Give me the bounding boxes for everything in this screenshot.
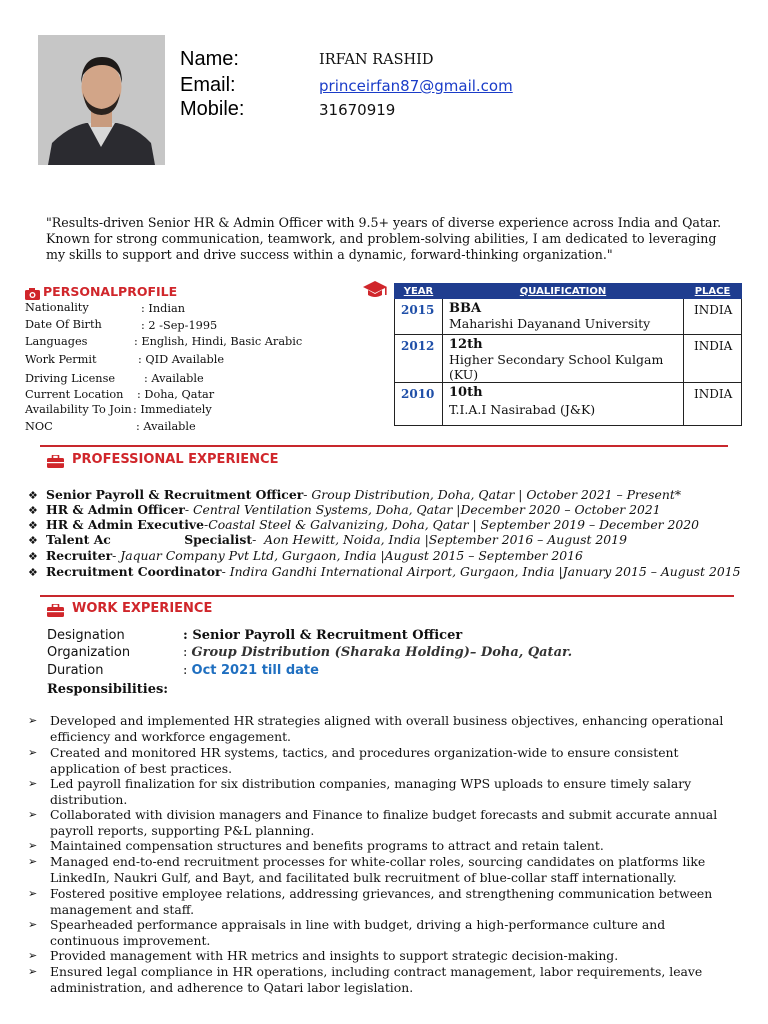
organization-label: Organization: [47, 645, 131, 660]
responsibility-text: Maintained compensation structures and benefits programs to attract and retain talent.: [50, 838, 604, 853]
organization-row: [183, 645, 572, 660]
exp-role: HR & Admin Officer: [46, 502, 185, 517]
section-divider: [40, 445, 728, 447]
list-item: [28, 807, 738, 839]
personal-profile-heading: [25, 283, 177, 299]
qual-place: INDIA: [684, 335, 742, 383]
duration-value: Oct 2021 till date: [191, 663, 319, 678]
duration-label: Duration: [47, 663, 104, 678]
pp-label-noc: NOC: [25, 420, 53, 433]
diamond-bullet-icon: ❖: [28, 489, 38, 502]
briefcase-icon: [47, 602, 64, 615]
qual-institute: Higher Secondary School Kulgam (KU): [449, 352, 664, 382]
arrow-bullet-icon: ➢: [28, 746, 38, 759]
designation-label: Designation: [47, 628, 125, 643]
qual-institute: T.I.A.I Nasirabad (J&K): [449, 402, 596, 417]
exp-role: Recruiter: [46, 548, 113, 563]
table-row: [395, 383, 742, 426]
responsibility-text: Ensured legal compliance in HR operations, including contract management, labor requirements, leave administration, and adherence to Qatari labor legislation.: [50, 964, 703, 995]
pp-label-dob: Date Of Birth: [25, 318, 102, 331]
table-row: [395, 299, 742, 335]
exp-role: Senior Payroll & Recruitment Officer: [46, 487, 304, 502]
responsibility-text: Managed end-to-end recruitment processes for white-collar roles, sourcing candidates on platforms like LinkedIn, Naukri Gulf, and Bayt, and facilitated bulk recruitment of blue-collar staff internationally.: [50, 854, 706, 885]
responsibility-text: Led payroll finalization for six distribution companies, managing WPS uploads to ensure timely salary distribution.: [50, 776, 692, 807]
pp-value-work-permit: : QID Available: [138, 353, 225, 366]
arrow-bullet-icon: ➢: [28, 965, 38, 978]
diamond-bullet-icon: ❖: [28, 519, 38, 532]
exp-role: Talent Ac Specialist: [46, 532, 253, 547]
work-experience-title: WORK EXPERIENCE: [72, 600, 213, 616]
list-item: [28, 548, 583, 563]
pp-label-languages: Languages: [25, 335, 88, 348]
pp-label-current-location: Current Location: [25, 388, 124, 401]
mobile-label: Mobile:: [180, 98, 245, 120]
qualification-table-header: [395, 284, 742, 299]
arrow-bullet-icon: ➢: [28, 918, 38, 931]
list-item: [28, 838, 738, 854]
responsibility-text: Developed and implemented HR strategies aligned with overall business objectives, enhancing operational efficiency and workforce engagement.: [50, 713, 724, 744]
section-divider: [40, 595, 734, 597]
arrow-bullet-icon: ➢: [28, 887, 38, 900]
person-portrait-icon: [38, 35, 165, 165]
exp-detail: - Group Distribution, Doha, Qatar | October 2021 – Present*: [303, 487, 682, 502]
list-item: [28, 964, 738, 996]
list-item: [28, 917, 738, 949]
exp-detail: - Jaquar Company Pvt Ltd, Gurgaon, India |August 2015 – September 2016: [112, 548, 583, 563]
exp-detail: -Coastal Steel & Galvanizing, Doha, Qatar | September 2019 – December 2020: [204, 517, 700, 532]
email-label: Email:: [180, 74, 236, 96]
list-item: [28, 745, 738, 777]
pp-label-work-permit: Work Permit: [25, 353, 97, 366]
pp-value-availability: : Immediately: [133, 403, 212, 416]
exp-role: HR & Admin Executive: [46, 517, 205, 532]
briefcase-icon: [47, 453, 64, 466]
qual-place: INDIA: [684, 299, 742, 335]
exp-detail: - Central Ventilation Systems, Doha, Qatar |December 2020 – October 2021: [184, 502, 661, 517]
organization-value: Group Distribution (Sharaka Holding)– Doha, Qatar.: [191, 645, 573, 660]
designation-value: : Senior Payroll & Recruitment Officer: [183, 628, 463, 643]
list-item: [28, 487, 681, 502]
diamond-bullet-icon: ❖: [28, 550, 38, 563]
qual-degree: 12th: [449, 337, 483, 352]
diamond-bullet-icon: ❖: [28, 534, 38, 547]
qual-year: 2010: [395, 383, 443, 426]
list-item: [28, 713, 738, 745]
list-item: [28, 948, 738, 964]
qual-year: 2015: [395, 299, 443, 335]
professional-experience-title: PROFESSIONAL EXPERIENCE: [72, 451, 279, 467]
camera-icon: [25, 285, 40, 297]
responsibilities-label: Responsibilities:: [47, 682, 169, 697]
col-header-qualification: QUALIFICATION: [443, 284, 684, 299]
qual-cell: [443, 335, 684, 383]
pp-label-driving-license: Driving License: [25, 372, 116, 385]
col-header-place: PLACE: [684, 284, 742, 299]
pp-value-noc: : Available: [136, 420, 196, 433]
responsibility-text: Collaborated with division managers and Finance to finalize budget forecasts and submit accurate annual payroll reports, supporting P&L planning.: [50, 807, 718, 838]
duration-row: [183, 663, 319, 678]
arrow-bullet-icon: ➢: [28, 714, 38, 727]
qual-degree: 10th: [449, 385, 483, 400]
qual-year: 2012: [395, 335, 443, 383]
pp-label-availability: Availability To Join: [25, 403, 132, 416]
exp-detail: - Indira Gandhi International Airport, Gurgaon, India |January 2015 – August 2015: [221, 564, 741, 579]
list-item: [28, 854, 738, 886]
qual-place: INDIA: [684, 383, 742, 426]
graduation-cap-icon: [362, 280, 388, 300]
table-row: [395, 335, 742, 383]
exp-detail: - Aon Hewitt, Noida, India |September 2016 – August 2019: [252, 532, 627, 547]
duration-colon: :: [183, 663, 192, 678]
name-label: Name:: [180, 48, 239, 70]
pp-value-dob: : 2 -Sep-1995: [141, 319, 218, 332]
work-experience-heading: [47, 600, 212, 616]
qual-cell: [443, 299, 684, 335]
personal-profile-title: PERSONALPROFILE: [43, 283, 178, 299]
organization-colon: :: [183, 645, 192, 660]
col-header-year: YEAR: [395, 284, 443, 299]
list-item: [28, 502, 661, 517]
pp-value-nationality: : Indian: [141, 302, 185, 315]
professional-experience-heading: [47, 451, 278, 467]
qual-cell: [443, 383, 684, 426]
list-item: [28, 532, 627, 547]
arrow-bullet-icon: ➢: [28, 839, 38, 852]
exp-role: Recruitment Coordinator: [46, 564, 222, 579]
pp-value-languages: : English, Hindi, Basic Arabic: [134, 335, 303, 348]
qualification-table: [394, 283, 742, 426]
list-item: [28, 517, 699, 532]
arrow-bullet-icon: ➢: [28, 855, 38, 868]
pp-label-nationality: Nationality: [25, 301, 89, 314]
qual-institute: Maharishi Dayanand University: [449, 316, 651, 331]
pp-value-driving-license: : Available: [144, 372, 204, 385]
list-item: [28, 564, 740, 579]
responsibility-text: Spearheaded performance appraisals in line with budget, driving a high-performance culture and continuous improvement.: [50, 917, 666, 948]
professional-summary: "Results-driven Senior HR & Admin Officer with 9.5+ years of diverse experience across India and Qatar. Known for strong communication, teamwork, and problem-solving abilities, I am dedicated to leveraging my skills to support and drive success within a dynamic, forward-thinking organization.": [46, 215, 722, 262]
qual-degree: BBA: [449, 301, 482, 316]
pp-value-current-location: : Doha, Qatar: [137, 388, 215, 401]
candidate-name: IRFAN RASHID: [319, 52, 434, 68]
arrow-bullet-icon: ➢: [28, 777, 38, 790]
diamond-bullet-icon: ❖: [28, 566, 38, 579]
email-link[interactable]: princeirfan87@gmail.com: [319, 77, 513, 95]
responsibility-text: Created and monitored HR systems, tactics, and procedures organization-wide to ensure consistent application of best practices.: [50, 745, 679, 776]
list-item: [28, 886, 738, 918]
responsibility-text: Provided management with HR metrics and insights to support strategic decision-making.: [50, 948, 619, 963]
responsibility-text: Fostered positive employee relations, addressing grievances, and strengthening communication between management and staff.: [50, 886, 713, 917]
profile-photo: [38, 35, 165, 165]
mobile-number: 31670919: [319, 101, 396, 119]
arrow-bullet-icon: ➢: [28, 949, 38, 962]
list-item: [28, 776, 738, 808]
diamond-bullet-icon: ❖: [28, 504, 38, 517]
arrow-bullet-icon: ➢: [28, 808, 38, 821]
